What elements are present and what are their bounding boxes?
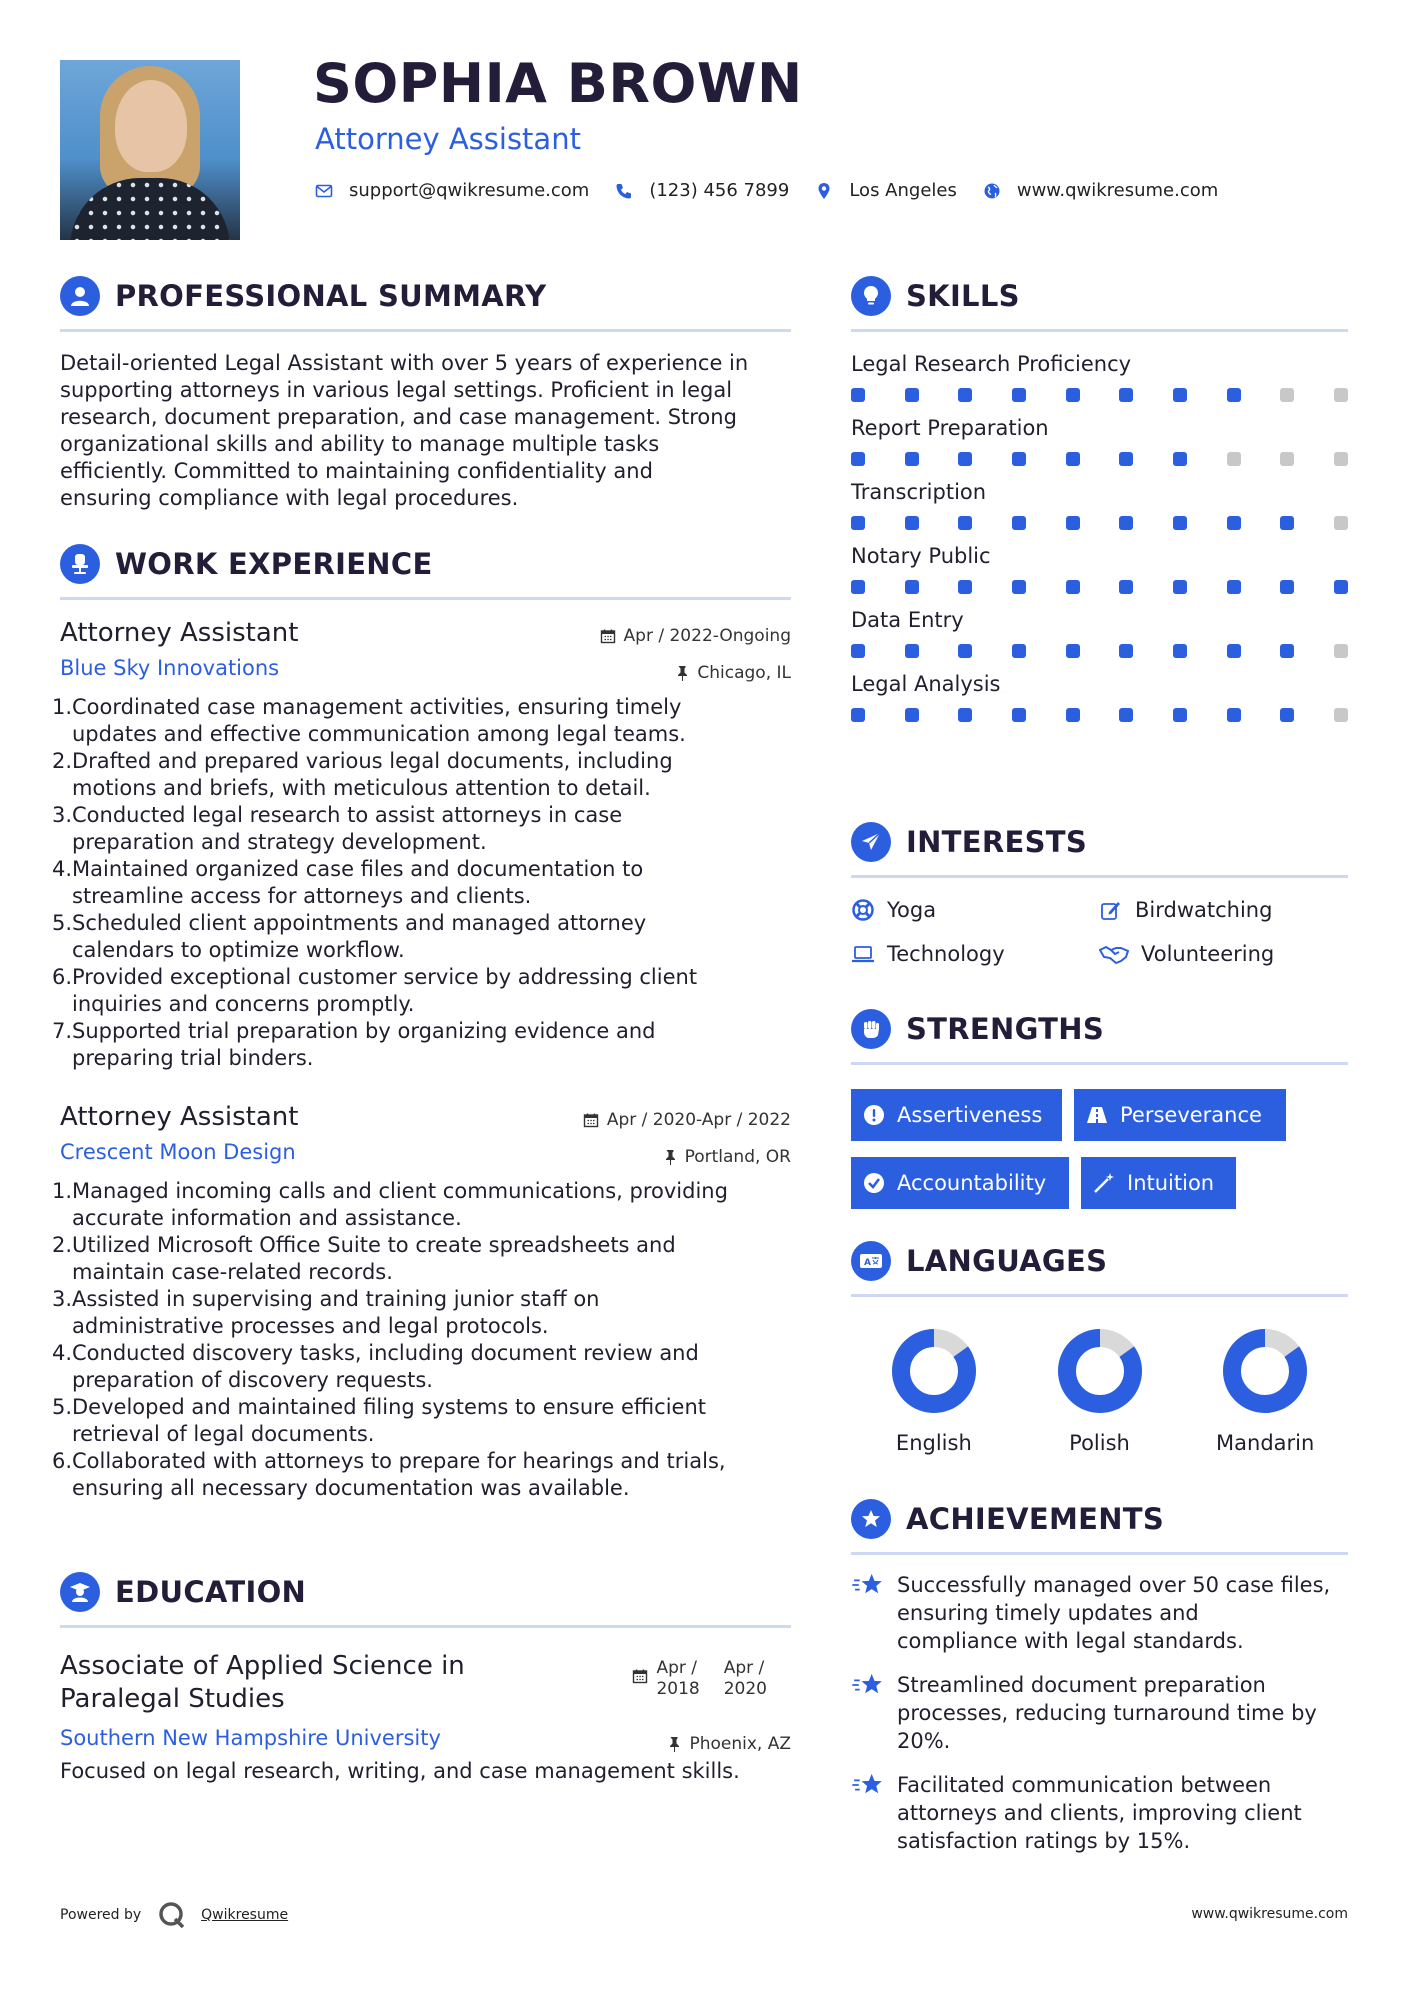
svg-text:A: A [864,1258,871,1268]
contact-website[interactable] [983,180,1218,201]
section-divider [60,329,791,332]
photo-face [115,80,187,172]
duty-item: 2. Utilized Microsoft Office Suite to create spreadsheets and maintain case-related records. [52,1233,676,1284]
qwikresume-logo-icon [157,1900,187,1930]
summary-line: research, document preparation, and case management. Strong [60,405,737,429]
rating-dot-filled [1066,644,1080,658]
language-ring [1056,1327,1144,1415]
duty-item: 2. Drafted and prepared various legal documents, including motions and briefs, with meticulous attention to detail. [52,749,673,800]
job-company: Blue Sky Innovations [60,656,280,680]
lightbulb-icon [851,276,891,316]
skill-rating [851,708,1348,722]
interest-item [851,942,1099,966]
handshake-icon [1099,942,1129,966]
achievement-text: Facilitated communication between attorneys and clients, improving client satisfaction ratings by 15%. [897,1773,1302,1853]
rating-dot-filled [958,644,972,658]
job-location [675,663,791,683]
contact-email[interactable] [315,180,589,201]
duty-item: 5. Scheduled client appointments and managed attorney calendars to optimize workflow. [52,911,647,962]
rating-dot-filled [905,516,919,530]
paper-plane-icon [851,822,891,862]
phone-icon [615,182,633,200]
road-icon [1086,1104,1108,1126]
calendar-icon [583,1112,599,1128]
achievement-item [851,1571,1348,1655]
job-location-text: Portland, OR [684,1147,791,1167]
star-badge-icon [851,1499,891,1539]
skill-name: Notary Public [851,544,991,568]
education-start: Apr / 2018 [656,1658,700,1699]
rating-dot-filled [1066,388,1080,402]
summary-line: ensuring compliance with legal procedures. [60,486,519,510]
duty-item: 7. Supported trial preparation by organizing evidence and preparing trial binders. [52,1019,656,1070]
duty-item: 4. Conducted discovery tasks, including document review and preparation of discovery requests. [52,1341,699,1392]
summary-line: supporting attorneys in various legal settings. Proficient in legal [60,378,733,402]
duty-list [52,1178,791,1502]
rating-dot-filled [851,644,865,658]
skill-rating [851,452,1348,466]
rating-dot-filled [958,452,972,466]
strength-badge [1081,1157,1236,1209]
star-icon [851,1771,885,1797]
language-name: English [895,1431,972,1455]
experience-section [52,542,791,1502]
skill-item [851,352,1348,402]
skill-name: Legal Analysis [851,672,1001,696]
language-card-icon [851,1241,891,1281]
skill-rating [851,580,1348,594]
job-date-text: Apr / 2020-Apr / 2022 [606,1110,791,1130]
interests-grid [851,898,1348,966]
language-item [1017,1327,1183,1455]
magic-wand-icon [1093,1172,1115,1194]
skill-item [851,544,1348,594]
achievements-list [851,1571,1348,1855]
rating-dot-filled [1227,580,1241,594]
rating-dot-filled [851,452,865,466]
calendar-icon [632,1668,648,1684]
email-text: support@qwikresume.com [349,180,590,201]
contact-bar [315,180,1244,201]
rating-dot-empty [1334,388,1348,402]
photo-shirt [70,178,230,240]
duty-item: 3. Conducted legal research to assist attorneys in case preparation and strategy development. [52,803,623,854]
rating-dot-filled [905,388,919,402]
duty-item: 1. Coordinated case management activities, ensuring timely updates and effective communication among legal teams. [52,695,686,746]
rating-dot-filled [1227,516,1241,530]
candidate-title: Attorney Assistant [315,122,581,156]
language-ring [1221,1327,1309,1415]
education-heading: EDUCATION [115,1575,307,1609]
strength-badge [851,1089,1062,1141]
job-date [583,1110,791,1130]
job-date [600,626,791,646]
summary-line: Detail-oriented Legal Assistant with over 5 years of experience in [60,351,749,375]
rating-dot-filled [1227,708,1241,722]
section-divider [851,875,1348,878]
language-name: Mandarin [1216,1431,1315,1455]
language-item [851,1327,1017,1455]
interests-heading: INTERESTS [906,825,1088,859]
rating-dot-filled [1280,708,1294,722]
language-item [1182,1327,1348,1455]
interest-label: Yoga [887,898,937,922]
strength-label: Accountability [897,1171,1047,1195]
duty-list [52,694,791,1072]
footer-powered-by [60,1900,288,1930]
interest-item [1099,942,1348,966]
education-section [60,1570,791,1785]
rating-dot-filled [1280,644,1294,658]
languages-section [851,1239,1348,1455]
strength-badge [1074,1089,1286,1141]
rating-dot-filled [1012,644,1026,658]
job-entry [52,618,791,1072]
rating-dot-filled [1173,516,1187,530]
rating-dot-filled [1012,708,1026,722]
skills-section [851,274,1348,722]
powered-by-text: Powered by [60,1907,142,1923]
interest-label: Technology [887,942,1005,966]
rating-dot-filled [1227,388,1241,402]
rating-dot-filled [1119,708,1133,722]
rating-dot-filled [851,580,865,594]
duty-item: 3. Assisted in supervising and training junior staff on administrative processes and legal protocols. [52,1287,600,1338]
duty-item: 1. Managed incoming calls and client communications, providing accurate information and assistance. [52,1179,728,1230]
summary-line: organizational skills and ability to manage multiple tasks [60,432,660,456]
rating-dot-filled [958,388,972,402]
summary-line: efficiently. Committed to maintaining confidentiality and [60,459,653,483]
skill-item [851,480,1348,530]
duty-item: 5. Developed and maintained filing systems to ensure efficient retrieval of legal documents. [52,1395,707,1446]
graduate-icon [60,1572,100,1612]
skills-heading: SKILLS [906,279,1020,313]
candidate-name: SOPHIA BROWN [313,52,803,115]
strength-label: Intuition [1127,1171,1215,1195]
contact-location [815,180,957,201]
laptop-icon [851,942,875,966]
job-title: Attorney Assistant [60,618,299,648]
duty-item: 6. Collaborated with attorneys to prepare for hearings and trials, ensuring all necessary documentation was available. [52,1449,726,1500]
achievement-text: Streamlined document preparation processes, reducing turnaround time by 20%. [897,1673,1317,1753]
section-divider [851,1552,1348,1555]
rating-dot-filled [1173,388,1187,402]
rating-dot-filled [1066,516,1080,530]
lifebuoy-icon [851,898,875,922]
interest-item [1099,898,1348,922]
rating-dot-filled [1280,516,1294,530]
globe-icon [983,182,1001,200]
strengths-section [851,1007,1348,1209]
rating-dot-empty [1280,452,1294,466]
section-divider [60,1625,791,1628]
user-icon [60,276,100,316]
skill-item [851,608,1348,658]
rating-dot-filled [1334,580,1348,594]
rating-dot-filled [905,644,919,658]
interest-label: Volunteering [1141,942,1275,966]
skill-rating [851,516,1348,530]
job-date-text: Apr / 2022-Ongoing [623,626,791,646]
map-pin-icon [815,182,833,200]
rating-dot-filled [958,516,972,530]
rating-dot-filled [958,708,972,722]
edit-icon [1099,898,1123,922]
skill-name: Report Preparation [851,416,1049,440]
skills-list [851,352,1348,722]
rating-dot-filled [1012,516,1026,530]
rating-dot-filled [1173,580,1187,594]
education-dates [632,1658,791,1700]
summary-section [60,274,791,512]
rating-dot-filled [905,452,919,466]
rating-dot-filled [1119,452,1133,466]
rating-dot-filled [1173,452,1187,466]
pushpin-icon [667,1736,681,1752]
languages-heading: LANGUAGES [906,1244,1108,1278]
skill-name: Transcription [851,480,987,504]
school-name: Southern New Hampshire University [60,1726,441,1750]
job-company: Crescent Moon Design [60,1140,296,1164]
strength-label: Perseverance [1120,1103,1262,1127]
rating-dot-filled [851,516,865,530]
strength-label: Assertiveness [897,1103,1043,1127]
skill-rating [851,388,1348,402]
rating-dot-empty [1334,708,1348,722]
skill-item [851,672,1348,722]
profile-photo [60,60,240,240]
rating-dot-filled [905,580,919,594]
rating-dot-empty [1280,388,1294,402]
school-location [667,1734,791,1754]
education-entry [60,1650,791,1785]
achievement-item [851,1671,1348,1755]
rating-dot-filled [1173,644,1187,658]
achievement-text: Successfully managed over 50 case files, ensuring timely updates and compliance with legal standards. [897,1573,1331,1653]
calendar-icon [600,628,616,644]
education-description: Focused on legal research, writing, and case management skills. [60,1759,740,1783]
location-text: Los Angeles [849,180,957,201]
pushpin-icon [675,665,689,681]
rating-dot-empty [1334,452,1348,466]
star-icon [851,1571,885,1597]
check-circle-icon [863,1172,885,1194]
section-divider [851,1294,1348,1297]
exclamation-circle-icon [863,1104,885,1126]
interest-item [851,898,1099,922]
achievements-section [851,1497,1348,1855]
strength-badge [851,1157,1069,1209]
summary-heading: PROFESSIONAL SUMMARY [115,279,547,313]
pushpin-icon [663,1149,677,1165]
duty-item: 6. Provided exceptional customer service by addressing client inquiries and concerns promptly. [52,965,698,1016]
rating-dot-filled [851,708,865,722]
skill-name: Legal Research Proficiency [851,352,1132,376]
achievements-heading: ACHIEVEMENTS [906,1502,1165,1536]
qwikresume-link[interactable]: Qwikresume [201,1907,289,1923]
skill-item [851,416,1348,466]
language-name: Polish [1069,1431,1130,1455]
rating-dot-filled [1119,516,1133,530]
rating-dot-filled [1066,452,1080,466]
job-location-text: Chicago, IL [697,663,791,683]
strengths-list [851,1089,1348,1209]
rating-dot-empty [1334,644,1348,658]
section-divider [851,1062,1348,1065]
rating-dot-filled [1012,388,1026,402]
job-title: Attorney Assistant [60,1102,299,1132]
website-text: www.qwikresume.com [1016,180,1219,201]
skill-name: Data Entry [851,608,964,632]
rating-dot-filled [851,388,865,402]
language-ring [890,1327,978,1415]
footer-website[interactable]: www.qwikresume.com [1191,1906,1348,1922]
rating-dot-filled [1066,580,1080,594]
rating-dot-filled [1119,580,1133,594]
phone-text: (123) 456 7899 [649,180,790,201]
skill-rating [851,644,1348,658]
section-divider [851,329,1348,332]
rating-dot-filled [905,708,919,722]
job-location [663,1147,791,1167]
summary-text [60,350,791,512]
rating-dot-filled [1066,708,1080,722]
rating-dot-empty [1334,516,1348,530]
envelope-icon [315,182,333,200]
rating-dot-filled [1227,644,1241,658]
duty-item: 4. Maintained organized case files and documentation to streamline access for attorneys and clients. [52,857,644,908]
contact-phone[interactable] [615,180,789,201]
rating-dot-empty [1227,452,1241,466]
degree-title: Associate of Applied Science in Paralegal Studies [60,1651,465,1714]
education-end: Apr / 2020 [723,1658,767,1699]
star-icon [851,1671,885,1697]
rating-dot-filled [1280,580,1294,594]
achievement-item [851,1771,1348,1855]
section-divider [60,597,791,600]
job-entry [52,1102,791,1502]
interests-section [851,820,1348,966]
rating-dot-filled [1119,388,1133,402]
interest-label: Birdwatching [1135,898,1273,922]
rating-dot-filled [1012,580,1026,594]
rating-dot-filled [958,580,972,594]
experience-heading: WORK EXPERIENCE [115,547,433,581]
rating-dot-filled [1012,452,1026,466]
language-list [851,1327,1348,1455]
rating-dot-filled [1173,708,1187,722]
briefcase-chair-icon [60,544,100,584]
rating-dot-filled [1119,644,1133,658]
strengths-heading: STRENGTHS [906,1012,1105,1046]
school-location-text: Phoenix, AZ [689,1734,791,1754]
fist-icon [851,1009,891,1049]
